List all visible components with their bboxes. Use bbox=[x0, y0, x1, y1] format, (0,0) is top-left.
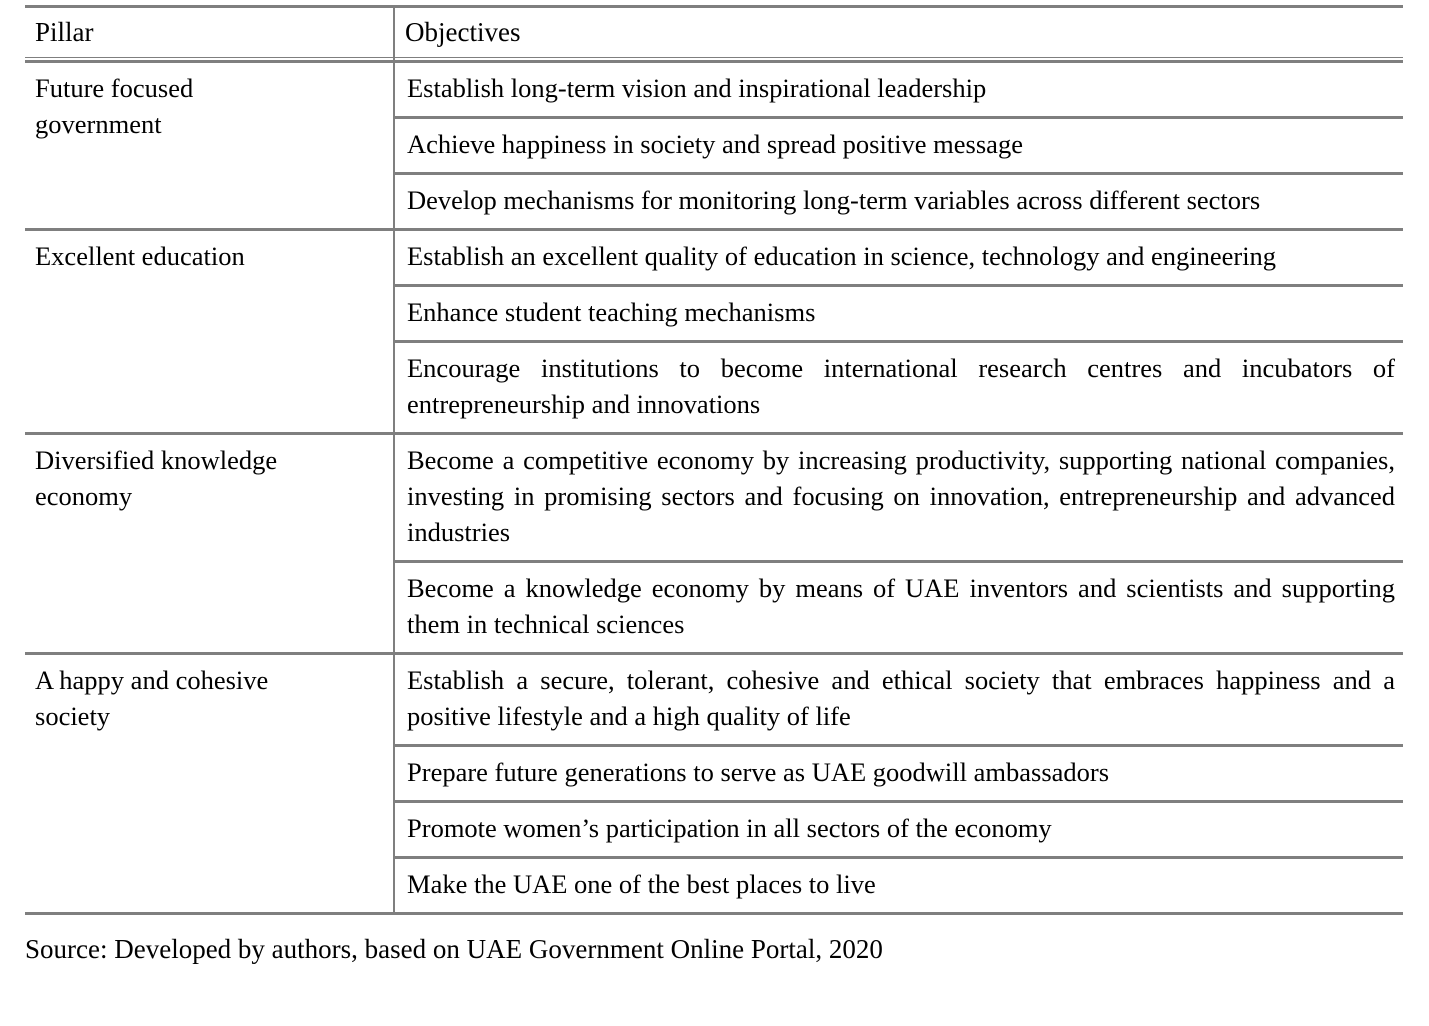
pillar-label-line-1: Diversified knowledge bbox=[35, 444, 278, 475]
table-row bbox=[25, 229, 1403, 285]
objective-cell: Promote women’s participation in all sectors of the economy bbox=[394, 802, 1403, 858]
objective-cell: Enhance student teaching mechanisms bbox=[394, 285, 1403, 341]
objective-cell: Establish long-term vision and inspirational leadership bbox=[394, 61, 1403, 117]
column-header-objectives: Objectives bbox=[394, 7, 1403, 62]
pillar-label-line-1: Excellent education bbox=[35, 240, 245, 271]
header-row bbox=[25, 7, 1403, 62]
objective-cell: Become a competitive economy by increasing productivity, supporting national companies, investing in promising sectors and focusing on innovation, entrepreneurship and advanced industries bbox=[394, 433, 1403, 561]
table-bottom-rule-right bbox=[394, 914, 1403, 916]
objective-cell: Achieve happiness in society and spread positive message bbox=[394, 117, 1403, 173]
table-row bbox=[25, 61, 1403, 117]
header-rule-thick bbox=[25, 60, 1403, 63]
pillar-cell-a-happy-and-cohesive-society bbox=[25, 654, 394, 914]
table-body bbox=[25, 61, 1403, 915]
objective-cell: Develop mechanisms for monitoring long-term variables across different sectors bbox=[394, 173, 1403, 229]
objective-cell: Prepare future generations to serve as UAE goodwill ambassadors bbox=[394, 746, 1403, 802]
pillar-cell-future-focused-government bbox=[25, 61, 394, 229]
column-header-pillar: Pillar bbox=[25, 7, 394, 62]
objective-cell: Establish a secure, tolerant, cohesive and ethical society that embraces happiness and a positive lifestyle and a high quality of life bbox=[394, 654, 1403, 746]
table-header bbox=[25, 7, 1403, 62]
pillar-label-line-2: society bbox=[35, 701, 111, 732]
pillar-label-line-2: government bbox=[35, 108, 162, 139]
pillar-label-line-1: A happy and cohesive bbox=[35, 665, 269, 696]
objective-cell: Encourage institutions to become international research centres and incubators of entrepreneurship and innovations bbox=[394, 341, 1403, 433]
objective-cell: Become a knowledge economy by means of UAE inventors and scientists and supporting them in technical sciences bbox=[394, 562, 1403, 654]
source-note: Source: Developed by authors, based on UAE Government Online Portal, 2020 bbox=[25, 934, 883, 964]
pillar-label-line-2: economy bbox=[35, 480, 133, 511]
header-rule-thin bbox=[25, 57, 1403, 58]
pillar-objectives-table-container bbox=[25, 5, 1403, 915]
pillar-cell-diversified-knowledge-economy bbox=[25, 433, 394, 653]
table-row bbox=[25, 433, 1403, 561]
pillar-label-line-1: Future focused bbox=[35, 72, 194, 103]
pillar-objectives-table bbox=[25, 5, 1403, 915]
objective-cell: Establish an excellent quality of education in science, technology and engineering bbox=[394, 229, 1403, 285]
table-row bbox=[25, 654, 1403, 746]
table-bottom-rule bbox=[25, 914, 1403, 916]
objective-cell: Make the UAE one of the best places to live bbox=[394, 858, 1403, 914]
table-bottom-rule-left bbox=[25, 914, 394, 916]
pillar-cell-excellent-education bbox=[25, 229, 394, 433]
